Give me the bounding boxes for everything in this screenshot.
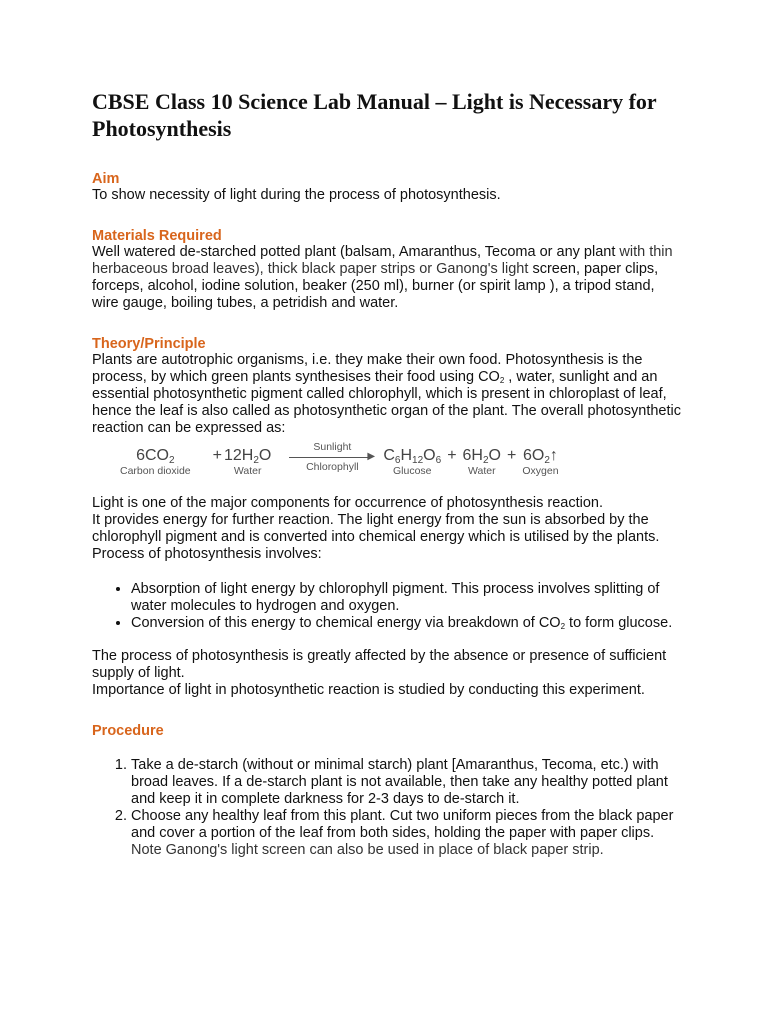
theory-paragraph-6: Importance of light in photosynthetic reaction is studied by conducting this experiment. bbox=[92, 682, 645, 698]
plus-sign: + bbox=[212, 447, 222, 464]
product-glucose-name: Glucose bbox=[393, 465, 432, 477]
product-water-name: Water bbox=[467, 465, 496, 477]
theory-p1-part-b: , water, sunlight and an essential photosynthetic pigment called chlorophyll, which is present in chloroplast of leaf, hence the leaf is also called as photosynthetic organ of the plant. The overall photosynthetic reaction can be expressed as: bbox=[92, 369, 681, 436]
materials-line-1: Well watered de-starched potted plant (balsam, Amaranthus, Tecoma or any plant bbox=[92, 244, 616, 260]
procedure-step-2-text: Choose any healthy leaf from this plant. Cut two uniform pieces from the black paper and cover a portion of the leaf from both sides, holding the paper with paper clips. bbox=[131, 808, 674, 841]
theory-paragraph-2: Light is one of the major components for occurrence of photosynthesis reaction. bbox=[92, 495, 604, 511]
theory-p1-part-a: Plants are autotrophic organisms, i.e. they make their own food. Photosynthesis is the process, by which green plants synthesises their food using CO bbox=[92, 352, 643, 385]
list-item: • Conversion of this energy to chemical energy via breakdown of $CO_2$ to form glucose. bbox=[131, 615, 684, 632]
theory-paragraph-3: It provides energy for further reaction. The light energy from the sun is absorbed by the chlorophyll pigment and is converted into chemical energy which is utilised by the plants. bbox=[92, 512, 660, 545]
process-bullet-list bbox=[92, 581, 684, 632]
procedure-steps-list bbox=[92, 757, 684, 859]
aim-text: To show necessity of light during the process of photosynthesis. bbox=[92, 187, 501, 203]
arrow-condition-sunlight: Sunlight bbox=[313, 441, 352, 453]
materials-heading: Materials Required bbox=[92, 228, 222, 244]
theory-paragraph-4: Process of photosynthesis involves: bbox=[92, 546, 322, 562]
materials-line-2: with thin herbaceous broad leaves), thick black paper strips or Ganong's light bbox=[92, 244, 673, 277]
co2-subscript: 2 bbox=[499, 376, 505, 385]
photosynthesis-equation bbox=[92, 441, 684, 485]
page-title: CBSE Class 10 Science Lab Manual – Light is Necessary for Photosynthesis bbox=[92, 89, 657, 141]
list-item: 1. Take a de-starch (without or minimal starch) plant [Amaranthus, Tecoma, etc.) with broad leaves. If a de-starch plant is not available, then take any healthy potted plant and keep it in complete darkness for 2-3 days to de-starch it. bbox=[131, 757, 684, 808]
reactant-co2-name: Carbon dioxide bbox=[120, 465, 191, 477]
gas-up-arrow-icon: ↑ bbox=[549, 447, 558, 464]
product-glucose: $C_6H_{12}O_6$ Glucose bbox=[383, 447, 442, 477]
co2-subscript: 2 bbox=[560, 622, 566, 631]
theory-paragraph-1 bbox=[92, 352, 684, 437]
procedure-note: Note Ganong's light screen can also be used in place of black paper strip. bbox=[131, 842, 604, 858]
list-item bbox=[131, 808, 684, 859]
materials-text bbox=[92, 244, 684, 312]
reaction-arrow bbox=[289, 441, 376, 485]
plus-sign: + bbox=[507, 447, 517, 464]
procedure-heading: Procedure bbox=[92, 723, 164, 739]
product-water: $6H_2O$ Water bbox=[462, 447, 501, 477]
aim-heading: Aim bbox=[92, 171, 120, 187]
theory-heading: Theory/Principle bbox=[92, 336, 206, 352]
reactant-water-name: Water bbox=[233, 465, 262, 477]
reactant-co2: $6CO_2$ Carbon dioxide bbox=[120, 447, 191, 477]
list-item: • Absorption of light energy by chlorophyll pigment. This process involves splitting of water molecules to hydrogen and oxygen. bbox=[131, 581, 684, 615]
arrow-head-icon: ▶ bbox=[367, 451, 376, 462]
document-page bbox=[92, 88, 684, 859]
plus-sign: + bbox=[447, 447, 457, 464]
materials-rest: screen, paper clips, forceps, alcohol, iodine solution, beaker (250 ml), burner (or spirit lamp ), a tripod stand, wire gauge, boiling tubes, a petridish and water. bbox=[92, 261, 659, 311]
product-oxygen: $6O_2↑$ Oxygen bbox=[522, 447, 559, 477]
theory-paragraph-5: The process of photosynthesis is greatly affected by the absence or presence of sufficient supply of light. bbox=[92, 648, 667, 681]
product-oxygen-name: Oxygen bbox=[522, 465, 559, 477]
reactant-water: $12H_2O$ Water bbox=[223, 447, 272, 477]
arrow-condition-chlorophyll: Chlorophyll bbox=[306, 461, 359, 473]
